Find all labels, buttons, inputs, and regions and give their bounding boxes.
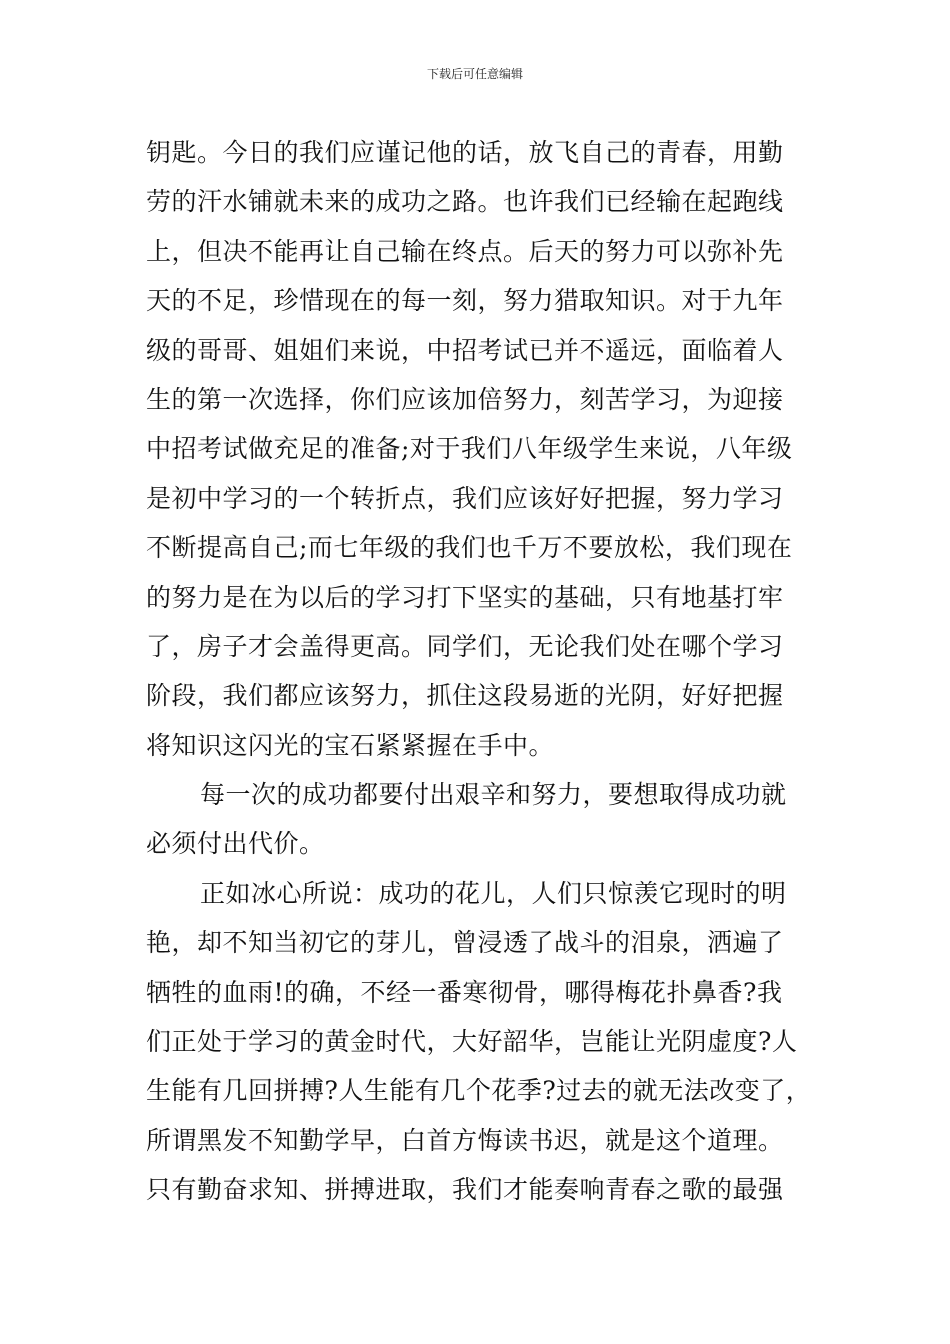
text-line: 不断提高自己;而七年级的我们也千万不要放松，我们现在 xyxy=(146,533,793,563)
text-line: 的努力是在为以后的学习打下坚实的基础，只有地基打牢 xyxy=(146,582,784,612)
text-line: 是初中学习的一个转折点，我们应该好好把握，努力学习 xyxy=(146,483,784,513)
text-line: 天的不足，珍惜现在的每一刻，努力猎取知识。对于九年 xyxy=(146,286,784,316)
text-line: 正如冰心所说：成功的花儿，人们只惊羡它现时的明 xyxy=(200,878,787,908)
text-line: 钥匙。今日的我们应谨记他的话，放飞自己的青春，用勤 xyxy=(146,138,784,167)
text-line: 劳的汗水铺就未来的成功之路。也许我们已经输在起跑线 xyxy=(146,187,784,217)
text-line: 中招考试做充足的准备;对于我们八年级学生来说，八年级 xyxy=(146,434,793,464)
text-line: 必须付出代价。 xyxy=(146,829,325,859)
paragraph-3 xyxy=(146,869,836,1215)
text-line: 阶段，我们都应该努力，抓住这段易逝的光阴，好好把握 xyxy=(146,681,784,711)
text-line: 生能有几回拼搏?人生能有几个花季?过去的就无法改变了， xyxy=(146,1076,812,1106)
body-text xyxy=(146,128,836,1215)
text-line: 牺牲的血雨!的确，不经一番寒彻骨，哪得梅花扑鼻香?我 xyxy=(146,977,783,1007)
text-line: 们正处于学习的黄金时代，大好韶华，岂能让光阴虚度?人 xyxy=(146,1027,798,1057)
paragraph-2 xyxy=(146,770,836,869)
text-line: 生的第一次选择，你们应该加倍努力，刻苦学习，为迎接 xyxy=(146,384,784,414)
text-line: 上，但决不能再让自己输在终点。后天的努力可以弥补先 xyxy=(146,236,784,266)
text-line: 每一次的成功都要付出艰辛和努力，要想取得成功就 xyxy=(200,780,787,810)
text-line: 将知识这闪光的宝石紧紧握在手中。 xyxy=(146,730,555,760)
text-line: 级的哥哥、姐姐们来说，中招考试已并不遥远，面临着人 xyxy=(146,335,784,365)
text-line: 只有勤奋求知、拼搏进取，我们才能奏响青春之歌的最强 xyxy=(146,1175,784,1205)
text-line: 艳，却不知当初它的芽儿，曾浸透了战斗的泪泉，洒遍了 xyxy=(146,928,784,958)
page-header: 下载后可任意编辑 xyxy=(426,67,523,81)
paragraph-1 xyxy=(146,128,836,770)
text-line: 了，房子才会盖得更高。同学们，无论我们处在哪个学习 xyxy=(146,631,784,661)
text-line: 所谓黑发不知勤学早，白首方悔读书迟，就是这个道理。 xyxy=(146,1125,784,1155)
